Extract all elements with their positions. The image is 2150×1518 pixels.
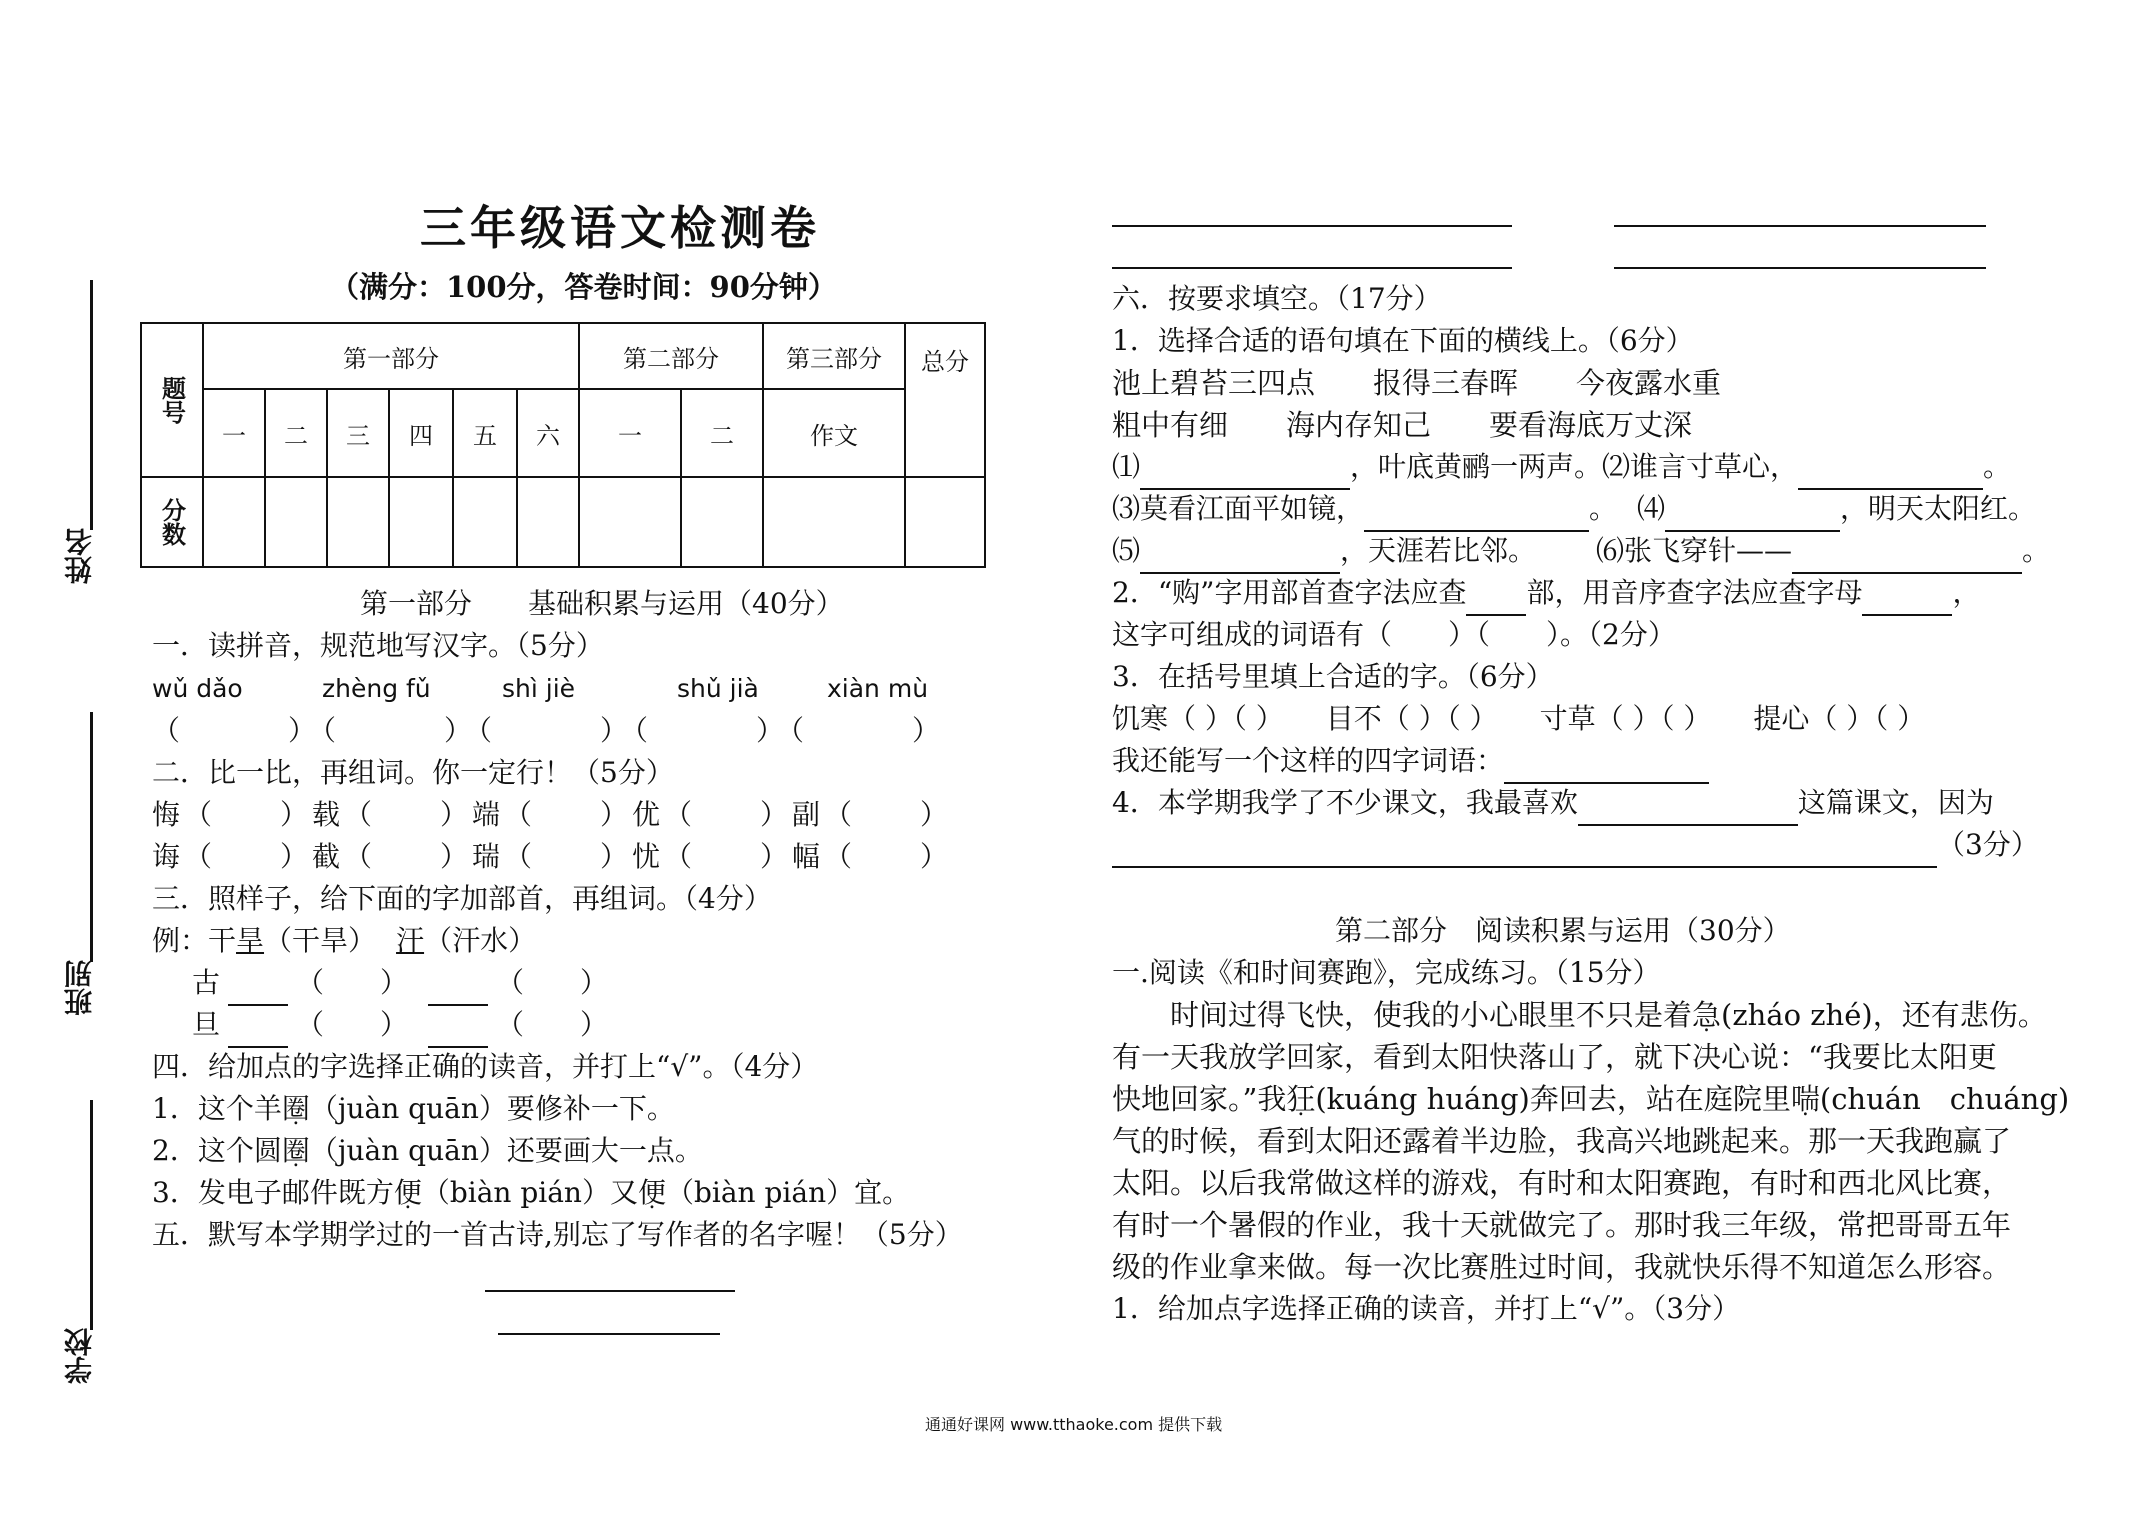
- name-blank-line: [90, 280, 93, 530]
- poem-blank-line[interactable]: [498, 1333, 720, 1335]
- q3-blank[interactable]: [428, 1004, 488, 1048]
- q6-fill-row2: ⑶莫看江面平如镜， 。 ⑷ ，明天太阳红。: [1112, 488, 2036, 532]
- table-head-label: 题号: [141, 323, 203, 477]
- q3-example: [152, 920, 536, 962]
- q6-options-2: 粗中有细 海内存知己 要看海底万丈深: [1112, 408, 1693, 442]
- q4-choice[interactable]: （biàn pián）又: [421, 1176, 638, 1209]
- dotted-char: 圈: [281, 1134, 310, 1167]
- fill-blank[interactable]: [1504, 740, 1709, 784]
- part1-header: 第一部分: [203, 323, 579, 389]
- score-cell[interactable]: [579, 477, 681, 567]
- pinyin-item: shì jiè: [502, 674, 576, 703]
- name-label: 姓名: [63, 528, 96, 584]
- q3-paren[interactable]: （ ）: [296, 966, 409, 999]
- class-blank-line: [90, 712, 93, 962]
- part3-header: 第三部分: [763, 323, 905, 389]
- passage-line: 太阳。以后我常做这样的游戏，有时和太阳赛跑，有时和西北风比赛，: [1112, 1166, 2012, 1200]
- page-subtitle: （满分：100分，答卷时间：90分钟）: [330, 270, 837, 304]
- dotted-char: 喘: [1790, 1082, 1820, 1116]
- q6-4-reason: （3分）: [1112, 824, 2039, 868]
- q2-row2[interactable]: 诲（ ）截（ ）瑞（ ）忧（ ）幅（ ）: [152, 840, 953, 873]
- q6-4: 4．本学期我学了不少课文，我最喜欢 这篇课文，因为: [1112, 782, 1994, 826]
- passage-line: 快地回家。”我狂(kuáng huáng)奔回去，站在庭院里喘(chuán chuáng): [1112, 1082, 2070, 1116]
- q3-example-char: 例：干: [152, 924, 237, 957]
- q6-fill-row3: ⑸ ，天涯若比邻。 ⑹张飞穿针—— 。: [1112, 530, 2050, 574]
- question-4: 四．给加点的字选择正确的读音，并打上“√”。（4分）: [152, 1050, 819, 1083]
- dotted-char: 狂: [1286, 1082, 1316, 1116]
- q4-choice[interactable]: （juàn quān）要修补一下。: [309, 1092, 675, 1125]
- poem-blank-line[interactable]: [1112, 267, 1512, 269]
- q3-blank[interactable]: [228, 1004, 288, 1048]
- passage-line: 时间过得飞快，使我的小心眼里不只是着急(zháo zhé)，还有悲伤。: [1112, 998, 2047, 1032]
- school-blank-line: [90, 1100, 93, 1330]
- item-cell: 作文: [763, 389, 905, 477]
- q4-choice[interactable]: （juàn quān）还要画大一点。: [309, 1134, 703, 1167]
- section2-heading: 第二部分 阅读积累与运用（30分）: [1335, 914, 1791, 947]
- question-1: 一．读拼音，规范地写汉字。（5分）: [152, 629, 604, 662]
- q4-choice[interactable]: （biàn pián）宜。: [665, 1176, 911, 1209]
- fill-blank[interactable]: [1792, 530, 2022, 574]
- score-cell[interactable]: [905, 477, 985, 567]
- q3-char: 旦: [192, 1008, 221, 1041]
- q3-row1: [192, 962, 608, 1006]
- question-6: 六．按要求填空。（17分）: [1112, 282, 1442, 315]
- fill-blank[interactable]: [1578, 782, 1798, 826]
- part2-header: 第二部分: [579, 323, 763, 389]
- reading-question: 一.阅读《和时间赛跑》，完成练习。（15分）: [1112, 956, 1661, 989]
- pinyin-item: xiàn mù: [827, 674, 929, 703]
- score-cell[interactable]: [763, 477, 905, 567]
- q6-options-1: 池上碧苔三四点 报得三春晖 今夜露水重: [1112, 366, 1722, 400]
- q3-example-answer2: 汗: [396, 924, 425, 957]
- q4-item-2: 2．这个圆圈（juàn quān）还要画大一点。: [152, 1134, 703, 1167]
- section1-heading: 第一部分 基础积累与运用（40分）: [360, 587, 844, 620]
- score-cell[interactable]: [203, 477, 265, 567]
- passage-line: 级的作业拿来做。每一次比赛胜过时间，我就快乐得不知道怎么形容。: [1112, 1250, 2012, 1284]
- school-label: 学校: [63, 1328, 96, 1384]
- fill-blank[interactable]: [1466, 572, 1526, 616]
- fill-blank[interactable]: [1364, 488, 1589, 532]
- q6-3: 3．在括号里填上合适的字。（6分）: [1112, 660, 1554, 693]
- q6-3-extra: 我还能写一个这样的四字词语：: [1112, 740, 1709, 784]
- q3-example-answer: 旱: [236, 924, 265, 957]
- class-label: 班别: [63, 960, 96, 1016]
- fill-blank[interactable]: [1140, 446, 1350, 490]
- fill-blank[interactable]: [1798, 446, 1983, 490]
- q3-example-word: （干旱）: [264, 924, 377, 957]
- q6-2-words[interactable]: 这字可组成的词语有（ ）（ ）。（2分）: [1112, 618, 1676, 651]
- score-cell[interactable]: [681, 477, 763, 567]
- dotted-char: 圈: [281, 1092, 310, 1125]
- q3-paren[interactable]: （ ）: [496, 966, 609, 999]
- pinyin-answer-brackets[interactable]: （ ）（ ）（ ）（ ）（ ）: [152, 714, 947, 747]
- q6-fill-row1: ⑴ ，叶底黄鹂一两声。⑵谁言寸草心， 。: [1112, 446, 2011, 490]
- poem-blank-line[interactable]: [1614, 267, 1986, 269]
- q6-2: 2．“购”字用部首查字法应查 部，用音序查字法应查字母 ，: [1112, 572, 1980, 616]
- fill-blank[interactable]: [1665, 488, 1840, 532]
- q3-example-word2: （汗水）: [424, 924, 537, 957]
- score-cell[interactable]: [389, 477, 453, 567]
- dotted-char: 急: [1692, 998, 1722, 1032]
- item-cell: 二: [681, 389, 763, 477]
- poem-blank-line[interactable]: [1112, 225, 1512, 227]
- item-cell: 三: [327, 389, 389, 477]
- q3-char: 古: [192, 966, 221, 999]
- score-cell[interactable]: [453, 477, 517, 567]
- table-score-label: 分数: [141, 477, 203, 567]
- score-table: [140, 322, 986, 568]
- item-cell: 六: [517, 389, 579, 477]
- pinyin-item: wǔ dǎo: [152, 674, 243, 703]
- q2-row1[interactable]: 悔（ ）载（ ）端（ ）优（ ）副（ ）: [152, 798, 953, 831]
- q3-paren[interactable]: （ ）: [296, 1008, 409, 1041]
- score-cell[interactable]: [265, 477, 327, 567]
- q3-row2: [192, 1004, 608, 1048]
- passage-line: 气的时候，看到太阳还露着半边脸，我高兴地跳起来。那一天我跑赢了: [1112, 1124, 2012, 1158]
- item-cell: 二: [265, 389, 327, 477]
- fill-blank[interactable]: [1862, 572, 1952, 616]
- q3-blank[interactable]: [228, 962, 288, 1006]
- reading-q1: 1．给加点字选择正确的读音，并打上“√”。（3分）: [1112, 1292, 1741, 1325]
- item-cell: 一: [579, 389, 681, 477]
- question-5: 五．默写本学期学过的一首古诗,别忘了写作者的名字喔！（5分）: [152, 1218, 963, 1251]
- pinyin-row: [152, 668, 928, 710]
- fill-blank[interactable]: [1112, 824, 1937, 868]
- page-title: 三年级语文检测卷: [420, 201, 820, 255]
- passage-line: 有时一个暑假的作业，我十天就做完了。那时我三年级，常把哥哥五年: [1112, 1208, 2012, 1242]
- fill-blank[interactable]: [1140, 530, 1340, 574]
- q3-paren[interactable]: （ ）: [496, 1008, 609, 1041]
- q6-1: 1．选择合适的语句填在下面的横线上。（6分）: [1112, 324, 1694, 357]
- total-header: 总分: [905, 323, 985, 477]
- poem-blank-line[interactable]: [485, 1290, 735, 1292]
- q3-blank[interactable]: [428, 962, 488, 1006]
- passage-line: 有一天我放学回家，看到太阳快落山了，就下决心说：“我要比太阳更: [1112, 1040, 1997, 1074]
- score-cell[interactable]: [517, 477, 579, 567]
- q4-item-3: 3．发电子邮件既方便（biàn pián）又便（biàn pián）宜。: [152, 1176, 911, 1209]
- q4-item-1: 1．这个羊圈（juàn quān）要修补一下。: [152, 1092, 675, 1125]
- pinyin-item: shǔ jià: [677, 674, 759, 703]
- item-cell: 四: [389, 389, 453, 477]
- question-3: 三．照样子，给下面的字加部首，再组词。（4分）: [152, 882, 772, 915]
- score-cell[interactable]: [327, 477, 389, 567]
- dotted-char: 便: [637, 1176, 666, 1209]
- dotted-char: 便: [393, 1176, 422, 1209]
- pinyin-item: zhèng fǔ: [322, 674, 431, 703]
- poem-blank-line[interactable]: [1614, 225, 1986, 227]
- footer-text: 通通好课网 www.tthaoke.com 提供下载: [925, 1415, 1223, 1434]
- q6-3-idioms[interactable]: 饥寒（ ）（ ） 目不（ ）（ ） 寸草（ ）（ ） 提心（ ）（ ）: [1112, 702, 1926, 735]
- question-2: 二．比一比，再组词。你一定行！（5分）: [152, 756, 674, 789]
- item-cell: 一: [203, 389, 265, 477]
- item-cell: 五: [453, 389, 517, 477]
